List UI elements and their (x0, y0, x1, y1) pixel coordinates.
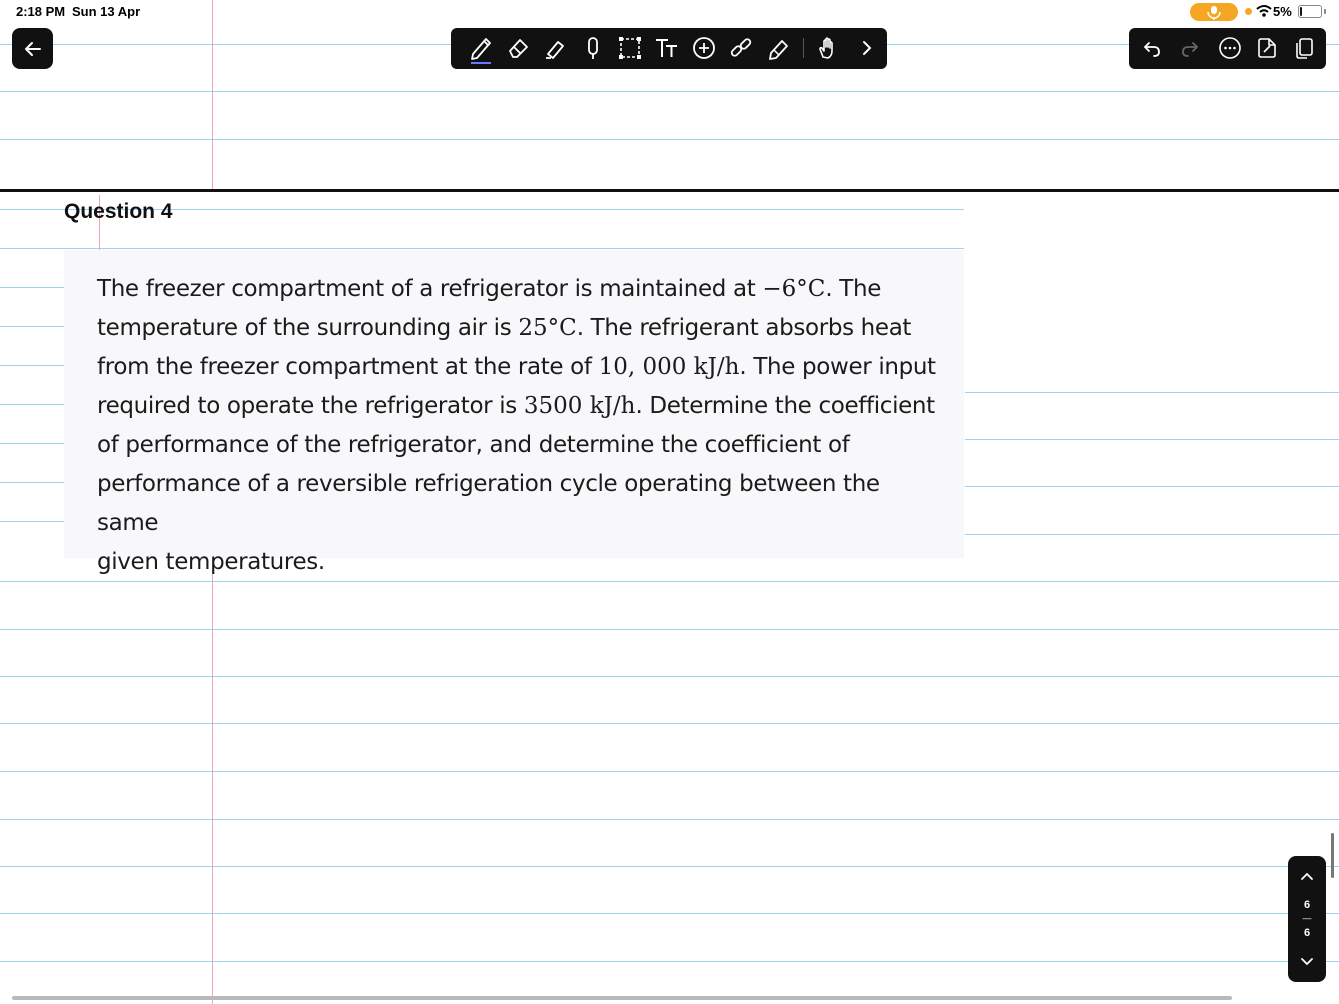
vertical-scroll-indicator[interactable] (1331, 833, 1334, 878)
question-line-5: of performance of the refrigerator, and determine the coefficient of (97, 432, 850, 458)
text-tool-button[interactable] (652, 34, 682, 62)
pages-icon (1292, 36, 1316, 60)
arrow-left-icon (23, 39, 43, 59)
temperature-value: 25°C (518, 315, 577, 341)
ruled-line (965, 439, 1339, 440)
microphone-indicator[interactable] (1190, 3, 1238, 21)
hand-tool-button[interactable] (813, 34, 843, 62)
pencil-icon (766, 35, 792, 61)
add-icon (691, 35, 717, 61)
ruled-line (0, 287, 64, 288)
temperature-value: −6°C (762, 276, 826, 302)
question-title: Question 4 (64, 200, 173, 223)
page-separator (0, 189, 1339, 192)
ruled-line (0, 913, 1339, 914)
ruled-line (965, 534, 1339, 535)
hand-icon (815, 35, 841, 61)
action-bar (1129, 28, 1326, 69)
back-button[interactable] (12, 28, 53, 69)
shape-icon (580, 35, 606, 61)
ruled-line (0, 723, 1339, 724)
ruled-line (0, 482, 64, 483)
pen-icon (467, 32, 495, 64)
status-time: 2:18 PM (16, 4, 66, 19)
undo-icon (1141, 37, 1163, 59)
eraser-tool-button[interactable] (503, 34, 533, 62)
highlighter-icon (542, 35, 568, 61)
current-page: 6 (1303, 899, 1311, 911)
status-date: Sun 13 Apr (72, 4, 141, 19)
more-options-icon (1218, 36, 1242, 60)
question-text (97, 270, 947, 582)
redo-button[interactable] (1175, 34, 1205, 62)
battery-icon (1298, 5, 1322, 18)
lasso-icon (617, 35, 643, 61)
battery-percentage: 5% (1273, 4, 1292, 19)
margin-line (212, 0, 213, 189)
ruled-line (0, 365, 64, 366)
ruled-line (0, 521, 64, 522)
ruled-line (0, 91, 1339, 92)
more-options-button[interactable] (1215, 34, 1245, 62)
pages-button[interactable] (1289, 34, 1319, 62)
link-icon (728, 35, 754, 61)
wifi-icon (1256, 4, 1272, 18)
more-tools-button[interactable] (852, 34, 882, 62)
shape-tool-button[interactable] (578, 34, 608, 62)
ruled-line (0, 866, 1339, 867)
eraser-icon (505, 35, 531, 61)
ruled-line (0, 676, 1339, 677)
page-navigator (1288, 856, 1326, 982)
ruled-line (0, 248, 964, 249)
undo-button[interactable] (1137, 34, 1167, 62)
page-separator-dash: — (1302, 913, 1312, 923)
redo-icon (1179, 37, 1201, 59)
ruled-line (0, 139, 1339, 140)
chevron-down-icon[interactable] (1299, 956, 1315, 968)
link-tool-button[interactable] (726, 34, 756, 62)
pen-tool-button[interactable] (466, 34, 496, 62)
ruled-line (0, 404, 64, 405)
tool-palette (451, 28, 887, 69)
ruled-line (965, 392, 1339, 393)
heat-rate-value: 10, 000 kJ/h (598, 354, 740, 380)
chevron-right-icon (857, 38, 877, 58)
total-pages: 6 (1303, 927, 1311, 939)
chevron-up-icon[interactable] (1299, 870, 1315, 882)
text-icon (653, 35, 681, 61)
export-icon (1255, 36, 1279, 60)
question-line-6: performance of a reversible refrigeration cycle operating between the same (97, 471, 880, 536)
ruled-line (0, 819, 1339, 820)
ruled-line (0, 443, 64, 444)
ruled-line (0, 326, 64, 327)
question-line-7: given temperatures. (97, 549, 325, 575)
ruled-line (0, 629, 1339, 630)
question-line-4: required to operate the refrigerator is 3500 kJ/h. Determine the coefficient (97, 393, 935, 419)
battery-tip (1324, 9, 1326, 14)
question-line-2: temperature of the surrounding air is 25°C. The refrigerant absorbs heat (97, 315, 912, 341)
privacy-dot (1245, 8, 1252, 15)
horizontal-scroll-indicator[interactable] (12, 996, 1232, 1000)
question-line-3: from the freezer compartment at the rate of 10, 000 kJ/h. The power input (97, 354, 936, 380)
ruled-line (965, 486, 1339, 487)
pencil-tool-button[interactable] (764, 34, 794, 62)
add-element-button[interactable] (689, 34, 719, 62)
lasso-tool-button[interactable] (615, 34, 645, 62)
ruled-line (0, 961, 1339, 962)
margin-line (212, 559, 213, 1004)
export-button[interactable] (1252, 34, 1282, 62)
question-line-1: The freezer compartment of a refrigerator is maintained at −6°C. The (97, 276, 882, 302)
highlighter-tool-button[interactable] (540, 34, 570, 62)
ruled-line (0, 771, 1339, 772)
toolbar-divider (803, 38, 804, 58)
power-value: 3500 kJ/h (523, 393, 636, 419)
microphone-icon (1190, 3, 1238, 21)
